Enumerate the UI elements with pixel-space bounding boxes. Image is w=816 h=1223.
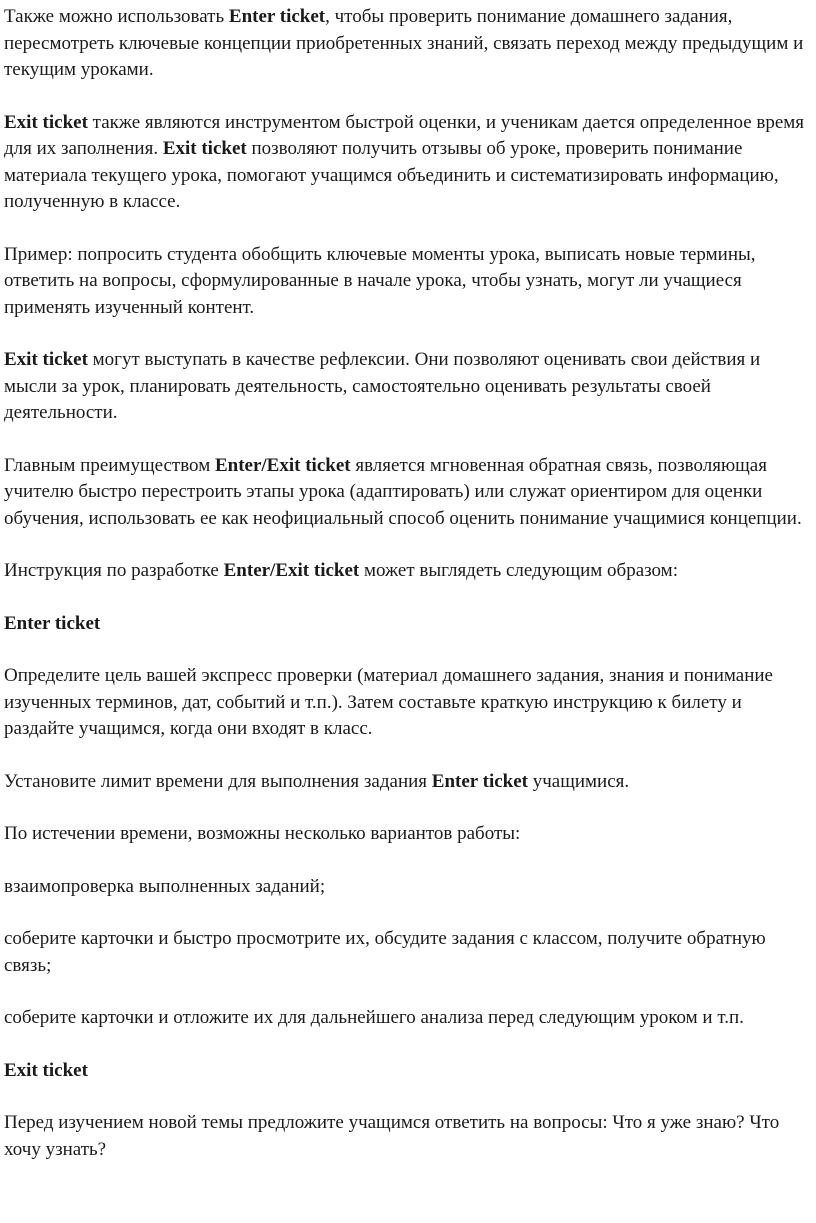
paragraph-enter-ticket-intro	[4, 4, 814, 84]
bold-term: Enter/Exit ticket	[214, 454, 351, 476]
text-run: , чтобы проверить понимание домашнего задания, пересмотреть ключевые концепции приобретенных знаний, связать переход между предыдущим и текущим уроками.	[4, 6, 804, 80]
bold-term: Enter ticket	[228, 6, 326, 27]
bold-term: Enter/Exit ticket	[223, 560, 360, 581]
text-run: учащимися.	[528, 770, 630, 792]
paragraph-exit-ticket-reflection	[4, 347, 814, 427]
paragraph-exit-ticket-assessment	[4, 110, 814, 216]
bold-term: Enter ticket	[431, 770, 528, 792]
text-run: позволяют получить отзывы об уроке, проверить понимание материала текущего урока, помогают учащимся объединить и систематизировать информацию, полученную в классе.	[4, 138, 779, 212]
text-run: является мгновенная обратная связь, позволяющая учителю быстро перестроить этапы урока (адаптировать) или служат ориентиром для оценки обучения, использовать ее как неофициальный способ оценить понимание учащимися концепции.	[4, 454, 802, 529]
paragraph-define-goal: Определите цель вашей экспресс проверки (материал домашнего задания, знания и понимание изученных терминов, дат, событий и т.п.). Затем составьте краткую инструкцию к билету и раздайте учащимся, когда они входят в класс.	[4, 665, 773, 739]
text-run: Инструкция по разработке	[4, 560, 224, 581]
paragraph-before-new-topic: Перед изучением новой темы предложите учащимся ответить на вопросы: Что я уже знаю? Что хочу узнать?	[4, 1112, 780, 1160]
paragraph-instruction-intro	[4, 558, 814, 585]
section-heading-enter-ticket: Enter ticket	[4, 612, 101, 634]
bold-term: Exit ticket	[4, 111, 88, 133]
section-heading-exit-ticket: Exit ticket	[4, 1059, 88, 1081]
paragraph-option-peer-review: взаимопроверка выполненных заданий;	[4, 875, 326, 897]
paragraph-time-limit	[4, 769, 814, 796]
text-run: Также можно использовать	[4, 6, 229, 27]
paragraph-example: Пример: попросить студента обобщить ключевые моменты урока, выписать новые термины, ответить на вопросы, сформулированные в начале урока, чтобы узнать, могут ли учащиеся применять изученный контент.	[4, 243, 756, 318]
text-run: Главным преимуществом	[4, 454, 215, 476]
bold-term: Exit ticket	[162, 138, 247, 159]
bold-term: Exit ticket	[4, 349, 88, 370]
paragraph-option-collect-later: соберите карточки и отложите их для дальнейшего анализа перед следующим уроком и т.п.	[4, 1007, 744, 1028]
text-run: может выглядеть следующим образом:	[359, 560, 678, 581]
paragraph-option-collect-review: соберите карточки и быстро просмотрите их, обсудите задания с классом, получите обратную связь;	[4, 928, 766, 976]
text-run: также являются инструментом быстрой оценки, и ученикам дается определенное время для их заполнения.	[4, 111, 805, 159]
paragraph-main-advantage	[4, 453, 814, 533]
paragraph-options-intro: По истечении времени, возможны несколько вариантов работы:	[4, 823, 521, 844]
text-run: могут выступать в качестве рефлексии. Они позволяют оценивать свои действия и мысли за урок, планировать деятельность, самостоятельно оценивать результаты своей деятельности.	[4, 349, 761, 423]
text-run: Установите лимит времени для выполнения задания	[4, 770, 432, 792]
